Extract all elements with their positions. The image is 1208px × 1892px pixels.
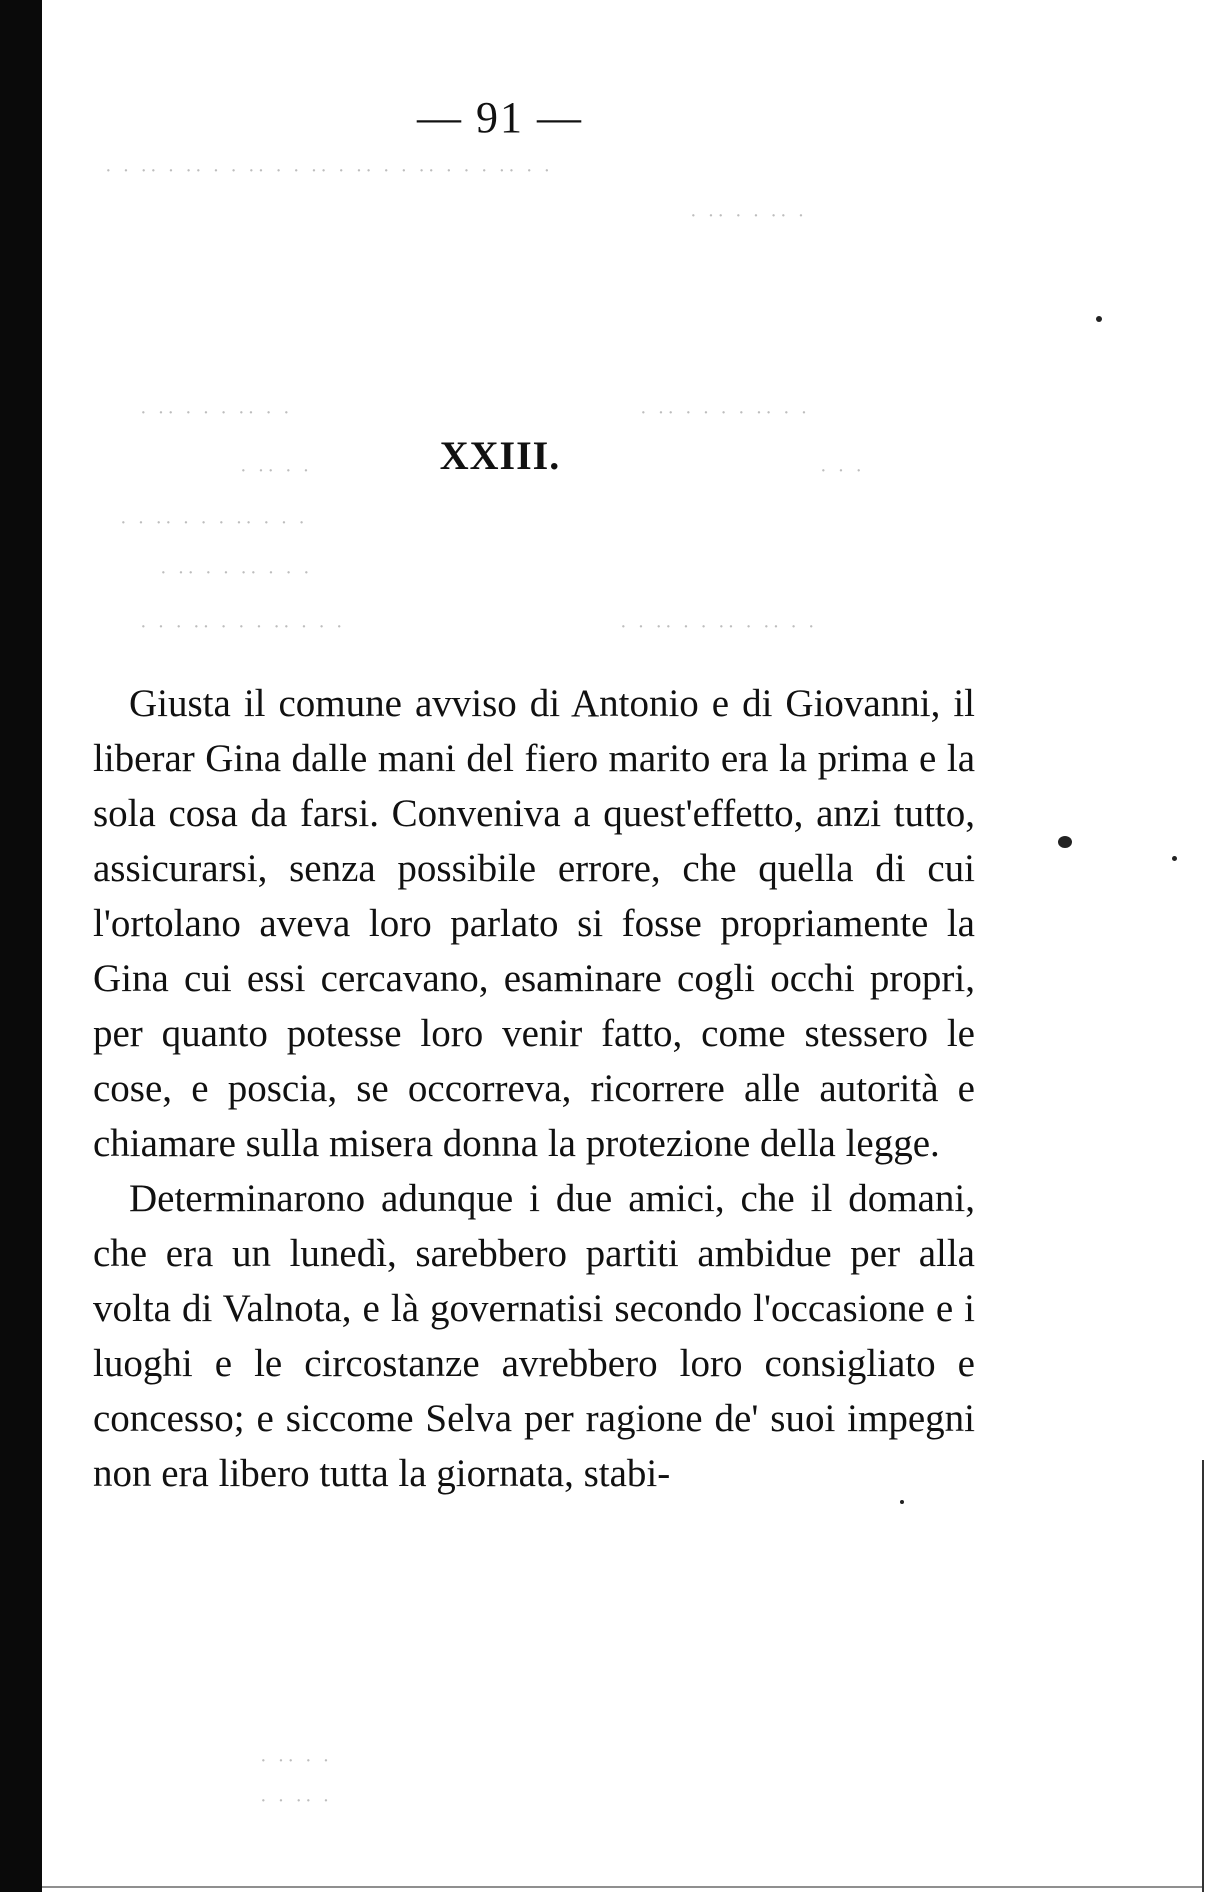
bleed-through-noise: · · · [820, 460, 865, 482]
page-edge [1202, 1460, 1204, 1892]
bleed-through-noise: · · ·· · [260, 1790, 333, 1812]
bleed-through-noise: · · ·· · ·· · · ·· · · ·· · ·· · · ·· · · · ·· · · [105, 160, 554, 182]
bleed-through-noise: · ·· · · ·· · [690, 205, 808, 227]
page-edge-bottom [42, 1886, 1202, 1888]
page-number: — 91 — [417, 93, 583, 142]
speck [900, 1500, 904, 1504]
body-text [93, 676, 975, 1501]
speck [1058, 836, 1072, 848]
bleed-through-noise: · · · ·· · · · ·· · · · [140, 616, 346, 638]
bleed-through-noise: · ·· · · · · ·· · · [640, 402, 811, 424]
bleed-through-noise: · ·· · · [260, 1750, 333, 1772]
bleed-through-noise: · · ·· · · ·· · ·· · · [620, 616, 818, 638]
paragraph: Giusta il comune avviso di Antonio e di Giovanni, il liberar Gina dalle mani del fiero marito era la prima e la sola cosa da farsi. Conveniva a quest'effetto, anzi tutto, assicurarsi, senza possibile errore, che quella di cui l'ortolano aveva loro parlato si fosse propriamente la Gina cui essi cercavano, esaminare cogli occhi propri, per quanto potesse loro venir fatto, come stessero le cose, e poscia, se occorreva, ricorrere alle autorità e chiamare sulla misera donna la protezione della legge. [93, 682, 975, 1165]
bleed-through-noise: · ·· · · [240, 460, 313, 482]
bleed-through-noise: · · ·· · · · ·· · · · [120, 512, 308, 534]
book-spine-shadow [0, 0, 42, 1892]
chapter-heading: XXIII. [439, 433, 561, 478]
bleed-through-noise: · ·· · · ·· · · · [160, 562, 313, 584]
speck [1172, 856, 1177, 861]
speck [1096, 316, 1102, 322]
paragraph: Determinarono adunque i due amici, che il domani, che era un lunedì, sarebbero partiti ambidue per alla volta di Valnota, e là governatisi secondo l'occasione e i luoghi e le circostanze avrebbero loro consigliato e concesso; e siccome Selva per ragione de' suoi impegni non era libero tutta la giornata, stabi- [93, 1177, 975, 1495]
bleed-through-noise: · ·· · · · ·· · · [140, 402, 293, 424]
